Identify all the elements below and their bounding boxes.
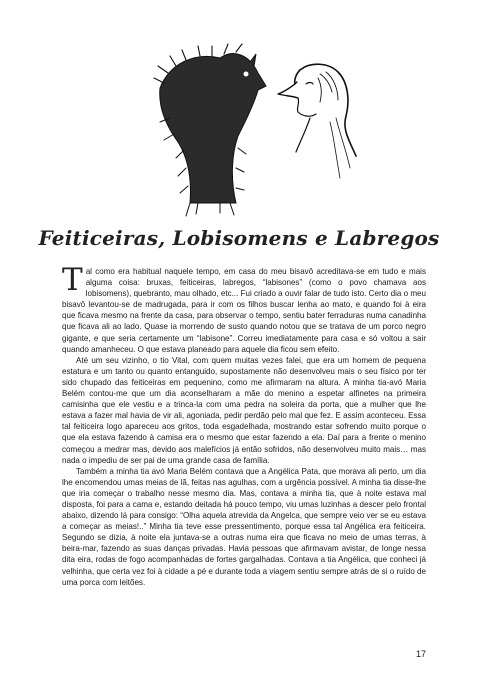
drop-cap: T <box>62 262 83 298</box>
witch-figure <box>278 64 356 178</box>
beast-figure <box>154 44 266 216</box>
paragraph: Até um seu vizinho, o tio Vital, com quem muitas vezes falei, que era um homem de pequena estatura e um tanto ou quanto entanguido, supostamente não desenvolveu mais o seu físico por ter sido chupado das feiticeiras em pequenino, como me afirmaram na altura. A minha tia-avó Maria Belém contou-me que um dia aconselharam a mãe do menino a espetar alfinetes na primeira camisinha que ele vestiu e a trinca-la com uma pedra na soleira da porta, que a mulher que lhe estava a fazer mal havia de vir ali, agoniada, pedir perdão pelo mal que fez. E assim aconteceu. Essa tal feiticeira logo apareceu aos gritos, toda esgadelhada, mostrando estar sofrendo muito porque o que ela estava fazendo à camisa era o mesmo que estar fazendo a ela. Daí para a frente o menino começou a medrar mas, devido aos malefícios já então sofridos, não desenvolveu muito mais… mas nada o impediu de ser pai de uma grande casa de família. <box>62 355 426 465</box>
paragraph-text: al como era habitual naquele tempo, em casa do meu bisavô acreditava-se em tudo e mais alguma coisa: bruxas, feiticeiras, labregos, “labisones” (como o povo chamava aos lobisomens), quebranto, mau olhado, etc... Fui criado a ouvir falar de tudo isto. Certo dia o meu bisavô levantou-se de madrugada, para ir com os filhos buscar lenha ao mato, e quando foi à eira que ficava mesmo na frente da casa, para observar o tempo, sentiu bater ferraduras numa canadinha que ficava ali ao lado. Quase ia morrendo de susto quando notou que se tratava de um porco negro gigante, e que seria certamente um “labisone”. Correu imediatamente para casa e só voltou a sair quando amanheceu. O que estava planeado para aquele dia ficou sem efeito. <box>62 267 426 354</box>
chapter-title: Feiticeiras, Lobisomens e Labregos <box>38 226 440 250</box>
page-number: 17 <box>415 649 426 659</box>
illustration-pig-and-witch <box>150 38 360 223</box>
paragraph: Também a minha tia avó Maria Belém contava que a Angélica Pata, que morava ali perto, um dia lhe encomendou umas meias de lã, feitas nas agulhas, com a urgência possível. A minha tia disse-lhe que iria começar o trabalho nesse mesmo dia. Mas, contava a minha tia, que à noite estava mal disposta, foi para a cama e, estando deitada há pouco tempo, viu umas luzinhas a descer pelo frontal abaixo, dizendo lá para consigo: “Olha aquela atrevida da Angelca, que sempre veio ver se eu estava a começar as meias!..” Minha tia teve esse pressentimento, porque essa tal Angélica era feiticeira. Segundo se dizia, à noite ela juntava-se a outras numa eira que ficava no meio de umas terras, à beira-mar, fazendo as suas danças privadas. Havia pessoas que afirmavam avistar, de longe nessa dita eira, rodas de fogo acompanhadas de fortes gargalhadas. Contava a tia Angélica, que conheci já velhinha, que certa vez foi à cidade a pé e durante toda a viagem sentiu sempre atrás de si o ruído de uma porca com leitões. <box>62 466 426 587</box>
paragraph <box>62 262 426 355</box>
pig-and-witch-drawing <box>150 38 360 223</box>
body-text <box>62 262 426 588</box>
